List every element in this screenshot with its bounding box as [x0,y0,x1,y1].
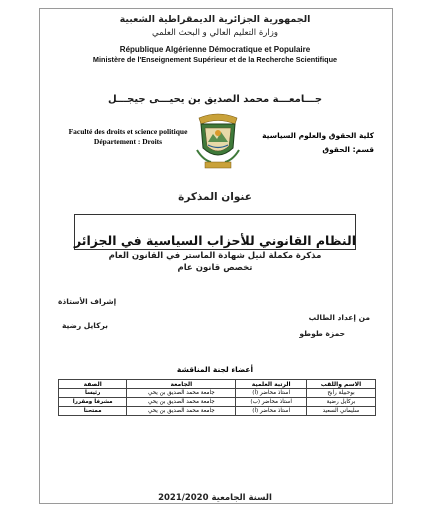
header-ar-republic: الجمهورية الجزائرية الديمقراطية الشعبية [119,14,311,25]
jury-header-rank: الرتبة العلمية [236,380,307,389]
table-row [59,407,376,416]
memo-heading: عنوان المذكرة [178,191,252,203]
student-name: حمزة طوطو [299,329,345,338]
jury-header-row [59,380,376,389]
header-fr-ministry: Ministère de l'Enseignement Supérieur et de la Recherche Scientifique [92,55,338,64]
jury-university: جامعة محمد الصديق بن يحي [127,389,236,398]
faculty-ar-name: كلية الحقوق والعلوم السياسية [262,131,374,140]
thesis-title: النظام القانوني للأحزاب السياسية في الجزائر [73,233,357,248]
jury-header-university: الجامعة [127,380,236,389]
supervisor-label: إشراف الأستاذة [58,297,117,306]
jury-role: مشرفا ومقررا [59,398,127,407]
jury-name: بركايل رضية [306,398,375,407]
jury-rank: استاذ محاضر (أ) [236,389,307,398]
header-ar-ministry: وزارة التعليم العالي و البحث العلمي [152,28,278,38]
table-row [59,389,376,398]
jury-role: ممتحنا [59,407,127,416]
jury-header-role: الصفة [59,380,127,389]
specialty-line: تخصص قانون عام [177,263,253,273]
jury-university: جامعة محمد الصديق بن يحي [127,398,236,407]
committee-heading: أعضاء لجنة المناقشة [176,365,254,374]
jury-table [58,379,376,416]
faculty-fr-name: Faculté des droits et science politique [68,127,188,136]
jury-role: رئيسا [59,389,127,398]
jury-name: سليماني السعيد [306,407,375,416]
student-label: من إعداد الطالب [308,313,370,322]
supervisor-name: بركايل رضية [62,321,108,330]
jury-rank: استاذ محاضر (ب) [236,398,307,407]
header-fr-republic: République Algérienne Démocratique et Populaire [119,45,311,54]
university-name: جـــامعـــة محمد الصديق بن يحيـــى جيجـــل [107,94,323,105]
jury-rank: استاذ محاضر (أ) [236,407,307,416]
jury-name: بوحبيلة رابح [306,389,375,398]
department-fr: Département : Droits [93,137,163,146]
university-emblem-icon [195,112,241,170]
table-row [59,398,376,407]
faculty-fr [58,127,198,147]
jury-university: جامعة محمد الصديق بن يحي [127,407,236,416]
academic-year: السنة الجامعية 2021/2020 [158,493,272,503]
jury-header-name: الاسم واللقب [306,380,375,389]
faculty-ar [262,129,374,157]
degree-line: مذكرة مكملة لنيل شهادة الماستر في القانون العام [108,251,322,261]
department-ar: قسم: الحقوق [322,145,374,154]
